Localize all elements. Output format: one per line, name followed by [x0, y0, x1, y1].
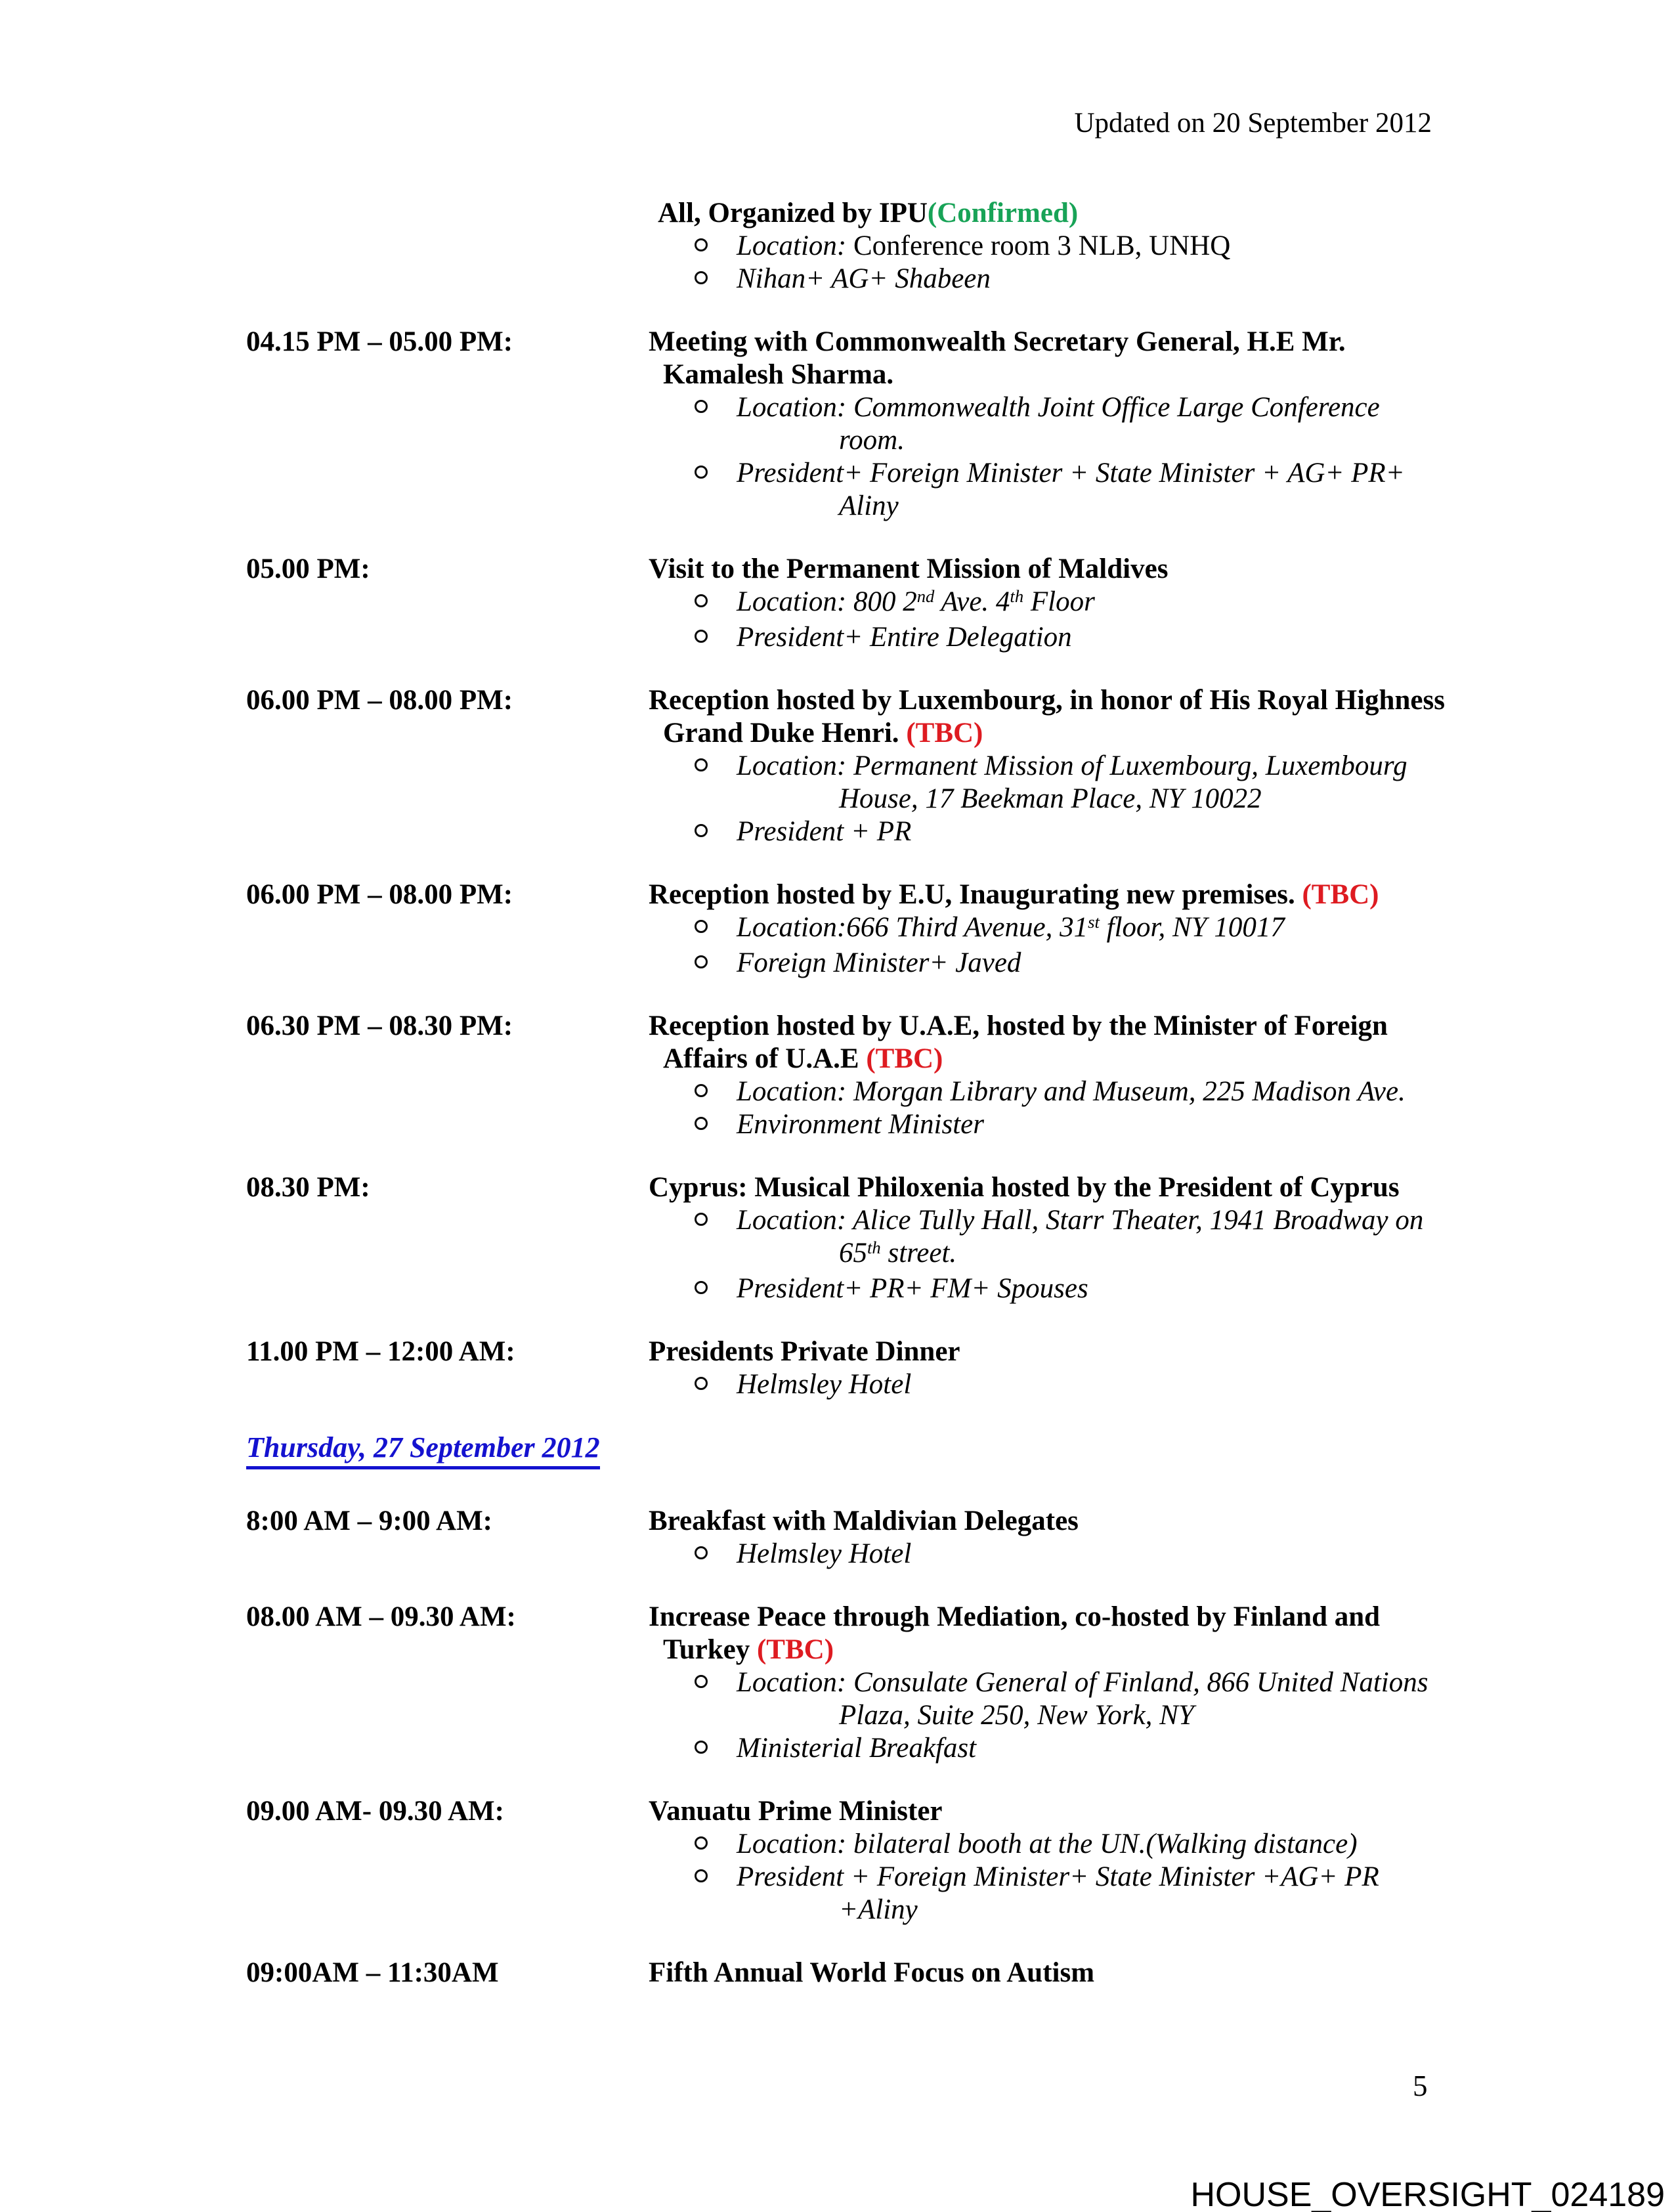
text-segment: Ave. 4 — [934, 586, 1010, 617]
schedule-row — [246, 553, 1428, 654]
bullet-first-line — [649, 911, 1428, 947]
bullet-line — [737, 911, 1285, 947]
event-title-line — [658, 197, 1428, 230]
page-number: 5 — [1413, 2070, 1428, 2102]
bullet-item — [649, 947, 1428, 980]
bullet-line — [737, 230, 1230, 263]
text-segment: Affairs of U.A.E — [663, 1043, 867, 1074]
event-content — [649, 197, 1428, 295]
schedule-row — [246, 197, 1428, 295]
time-range: 06.30 PM – 08.30 PM: — [246, 1010, 513, 1041]
text-segment: Vanuatu Prime Minister — [649, 1796, 943, 1827]
bullet-first-line — [649, 230, 1428, 263]
bullet-first-line — [649, 947, 1428, 980]
bullet-line — [737, 947, 1021, 980]
bullet-circle-icon — [695, 758, 708, 771]
event-content — [649, 553, 1428, 654]
text-segment: Location: Commonwealth Joint Office Large Conference — [737, 392, 1380, 423]
time-range — [246, 197, 649, 295]
bullet-first-line — [649, 1861, 1428, 1894]
bullet-circle-icon — [695, 271, 708, 284]
time-range: 08.30 PM: — [246, 1172, 370, 1203]
event-title-line — [649, 684, 1445, 717]
bullet-item — [649, 1828, 1428, 1861]
tbc-tag: (TBC) — [756, 1634, 834, 1665]
bullet-first-line — [649, 1108, 1428, 1141]
text-segment: Foreign Minister+ Javed — [737, 947, 1021, 978]
updated-date-header: Updated on 20 September 2012 — [1074, 108, 1432, 139]
bullet-first-line — [649, 1828, 1428, 1861]
bullet-item — [649, 391, 1428, 457]
text-segment: Reception hosted by U.A.E, hosted by the Minister of Foreign — [649, 1010, 1388, 1041]
bullet-line — [737, 457, 1405, 490]
text-segment: House, 17 Beekman Place, NY 10022 — [839, 783, 1262, 814]
bullet-item — [649, 457, 1428, 523]
time-range: 09.00 AM- 09.30 AM: — [246, 1796, 504, 1827]
bullet-circle-icon — [695, 630, 708, 643]
event-title-line — [649, 326, 1428, 358]
bates-stamp: HOUSE_OVERSIGHT_024189 — [1190, 2176, 1665, 2212]
schedule-row — [246, 1010, 1428, 1141]
event-content — [649, 878, 1428, 980]
text-segment: room. — [839, 425, 905, 456]
event-content — [649, 684, 1445, 848]
bullet-item — [649, 1861, 1428, 1926]
event-title-line — [649, 1505, 1428, 1538]
text-segment: President + Foreign Minister+ State Minister +AG+ PR — [737, 1861, 1379, 1892]
time-range: 04.15 PM – 05.00 PM: — [246, 326, 513, 357]
event-content — [649, 1505, 1428, 1571]
text-segment: Location: Permanent Mission of Luxembourg, Luxembourg — [737, 750, 1407, 781]
event-content — [649, 1795, 1428, 1926]
bullet-line — [737, 586, 1095, 621]
text-segment: Location: Morgan Library and Museum, 225 Madison Ave. — [737, 1076, 1406, 1107]
bullet-circle-icon — [695, 400, 708, 413]
event-title-line — [649, 878, 1428, 911]
event-title-line — [663, 1043, 1428, 1075]
schedule-row — [246, 1795, 1428, 1926]
text-segment: Grand Duke Henri. — [663, 718, 907, 748]
bullet-item — [649, 230, 1428, 263]
time-range: 09:00AM – 11:30AM — [246, 1957, 499, 1988]
text-segment: President+ Entire Delegation — [737, 622, 1072, 653]
bullet-item — [649, 621, 1428, 654]
bullet-line — [737, 263, 991, 295]
bullet-circle-icon — [695, 955, 708, 968]
bullet-first-line — [649, 1368, 1428, 1401]
bullet-first-line — [649, 586, 1428, 621]
event-title-line — [649, 553, 1428, 586]
event-content — [649, 1335, 1428, 1401]
bullet-item — [649, 1666, 1428, 1732]
text-segment: Increase Peace through Mediation, co-hosted by Finland and — [649, 1601, 1381, 1632]
text-segment: Plaza, Suite 250, New York, NY — [839, 1700, 1194, 1731]
text-segment: Location:666 Third Avenue, 31 — [737, 912, 1088, 943]
event-title-line — [649, 1795, 1428, 1828]
bullet-circle-icon — [695, 1741, 708, 1754]
text-segment: Location: 800 2 — [737, 586, 917, 617]
text-segment: All, Organized by IPU — [658, 198, 928, 228]
text-segment: Conference room 3 NLB, UNHQ — [846, 230, 1231, 261]
bullet-line — [737, 815, 911, 848]
bullet-line — [737, 621, 1072, 654]
bullet-line — [737, 1666, 1428, 1699]
event-title-line — [649, 1335, 1428, 1368]
bullet-circle-icon — [695, 824, 708, 837]
text-segment: 65 — [839, 1238, 867, 1269]
bullet-first-line — [649, 1666, 1428, 1699]
text-segment: Reception hosted by Luxembourg, in honor of His Royal Highness — [649, 685, 1445, 716]
bullet-line — [737, 1108, 984, 1141]
event-title-line — [663, 1634, 1428, 1666]
text-segment: floor, NY 10017 — [1099, 912, 1285, 943]
text-segment: Visit to the Permanent Mission of Maldives — [649, 553, 1169, 584]
bullet-first-line — [649, 1204, 1428, 1237]
event-title-line — [649, 1601, 1428, 1634]
bullet-line — [737, 1828, 1358, 1861]
text-segment: Environment Minister — [737, 1109, 984, 1140]
bullet-line-continuation — [839, 424, 1428, 457]
text-segment: street. — [880, 1238, 957, 1269]
bullet-circle-icon — [695, 1836, 708, 1850]
bullet-line — [737, 1732, 976, 1765]
bullet-line-continuation — [839, 490, 1428, 523]
bullet-line — [737, 750, 1407, 783]
text-segment: th — [867, 1237, 881, 1257]
time-range: 06.00 PM – 08.00 PM: — [246, 879, 513, 910]
text-segment: Helmsley Hotel — [737, 1538, 912, 1569]
bullet-first-line — [649, 1732, 1428, 1765]
schedule-row — [246, 1171, 1428, 1305]
text-segment: Breakfast with Maldivian Delegates — [649, 1506, 1079, 1536]
bullet-line-continuation — [839, 1699, 1428, 1732]
schedule-row — [246, 1601, 1428, 1765]
text-segment: Ministerial Breakfast — [737, 1733, 977, 1764]
event-title-line — [663, 358, 1428, 391]
bullet-line — [737, 1272, 1088, 1305]
time-range: 05.00 PM: — [246, 553, 370, 584]
bullet-item — [649, 1538, 1428, 1571]
bullet-circle-icon — [695, 1117, 708, 1130]
bullet-circle-icon — [695, 1869, 708, 1882]
bullet-first-line — [649, 1272, 1428, 1305]
text-segment: Turkey — [663, 1634, 757, 1665]
schedule-row — [246, 684, 1445, 848]
text-segment: th — [1010, 586, 1024, 606]
bullet-line — [737, 1861, 1379, 1894]
text-segment: President + PR — [737, 816, 912, 847]
bullet-circle-icon — [695, 1281, 708, 1294]
event-content — [649, 326, 1428, 523]
bullet-line — [737, 1204, 1423, 1237]
bullet-circle-icon — [695, 1546, 708, 1559]
schedule — [246, 197, 1445, 2020]
schedule-row — [246, 1957, 1428, 1989]
event-title-line — [649, 1010, 1428, 1043]
bullet-circle-icon — [695, 594, 708, 607]
bullet-line-continuation — [839, 783, 1428, 815]
time-range: 08.00 AM – 09.30 AM: — [246, 1601, 516, 1632]
bullet-item — [649, 1108, 1428, 1141]
time-range: 06.00 PM – 08.00 PM: — [246, 685, 513, 716]
bullet-first-line — [649, 621, 1428, 654]
bullet-line — [737, 1368, 911, 1401]
bullet-first-line — [649, 750, 1428, 783]
bullet-item — [649, 1732, 1428, 1765]
event-content — [649, 1957, 1428, 1989]
bullet-first-line — [649, 1538, 1428, 1571]
text-segment: Nihan+ AG+ Shabeen — [737, 263, 991, 294]
tbc-tag: (TBC) — [1302, 879, 1379, 910]
text-segment: Reception hosted by E.U, Inaugurating new premises. — [649, 879, 1302, 910]
bullet-item — [649, 1075, 1428, 1108]
text-segment: Presidents Private Dinner — [649, 1336, 960, 1367]
bullet-item — [649, 263, 1428, 295]
day-heading: Thursday, 27 September 2012 — [246, 1431, 600, 1469]
event-content — [649, 1010, 1428, 1141]
bullet-first-line — [649, 1075, 1428, 1108]
event-content — [649, 1171, 1428, 1305]
event-title-line — [663, 717, 1428, 750]
text-segment: Fifth Annual World Focus on Autism — [649, 1957, 1095, 1988]
bullet-circle-icon — [695, 1084, 708, 1097]
day-heading-row — [246, 1431, 1428, 1469]
bullet-line-continuation — [839, 1237, 1428, 1272]
bullet-circle-icon — [695, 1213, 708, 1226]
bullet-item — [649, 911, 1428, 947]
confirmed-tag: (Confirmed) — [927, 198, 1079, 228]
event-title-line — [649, 1171, 1428, 1204]
bullet-line — [737, 391, 1380, 424]
bullet-circle-icon — [695, 238, 708, 251]
tbc-tag: (TBC) — [866, 1043, 943, 1074]
time-range: 11.00 PM – 12:00 AM: — [246, 1336, 515, 1367]
text-segment: Meeting with Commonwealth Secretary General, H.E Mr. — [649, 326, 1346, 357]
text-segment: st — [1088, 911, 1100, 932]
bullet-line — [737, 1538, 911, 1571]
text-segment: Kamalesh Sharma. — [663, 359, 894, 390]
schedule-row — [246, 326, 1428, 523]
schedule-row — [246, 878, 1428, 980]
bullet-circle-icon — [695, 466, 708, 479]
schedule-row — [246, 1335, 1428, 1401]
bullet-item — [649, 586, 1428, 621]
bullet-item — [649, 1204, 1428, 1272]
text-segment: President+ PR+ FM+ Spouses — [737, 1273, 1088, 1304]
bullet-circle-icon — [695, 920, 708, 933]
text-segment: Helmsley Hotel — [737, 1369, 912, 1400]
bullet-first-line — [649, 263, 1428, 295]
bullet-circle-icon — [695, 1377, 708, 1390]
bullet-first-line — [649, 457, 1428, 490]
text-segment: Location: — [737, 230, 847, 261]
event-title-line — [649, 1957, 1428, 1989]
tbc-tag: (TBC) — [906, 718, 983, 748]
bullet-circle-icon — [695, 1675, 708, 1688]
bullet-item — [649, 815, 1428, 848]
bullet-line-continuation — [839, 1894, 1428, 1926]
schedule-row — [246, 1505, 1428, 1571]
text-segment: +Aliny — [839, 1894, 918, 1925]
bullet-first-line — [649, 815, 1428, 848]
time-range: 8:00 AM – 9:00 AM: — [246, 1506, 492, 1536]
text-segment: Location: Alice Tully Hall, Starr Theater, 1941 Broadway on — [737, 1205, 1424, 1236]
bullet-item — [649, 750, 1428, 815]
text-segment: Aliny — [839, 490, 899, 521]
event-content — [649, 1601, 1428, 1765]
bullet-item — [649, 1272, 1428, 1305]
bullet-first-line — [649, 391, 1428, 424]
text-segment: President+ Foreign Minister + State Minister + AG+ PR+ — [737, 458, 1405, 488]
bullet-line — [737, 1075, 1406, 1108]
text-segment: Cyprus: Musical Philoxenia hosted by the President of Cyprus — [649, 1172, 1400, 1203]
text-segment: Location: bilateral booth at the UN.(Walking distance) — [737, 1829, 1358, 1859]
text-segment: Location: Consulate General of Finland, 866 United Nations — [737, 1667, 1428, 1698]
bullet-item — [649, 1368, 1428, 1401]
text-segment: Floor — [1023, 586, 1095, 617]
text-segment: nd — [916, 586, 935, 606]
